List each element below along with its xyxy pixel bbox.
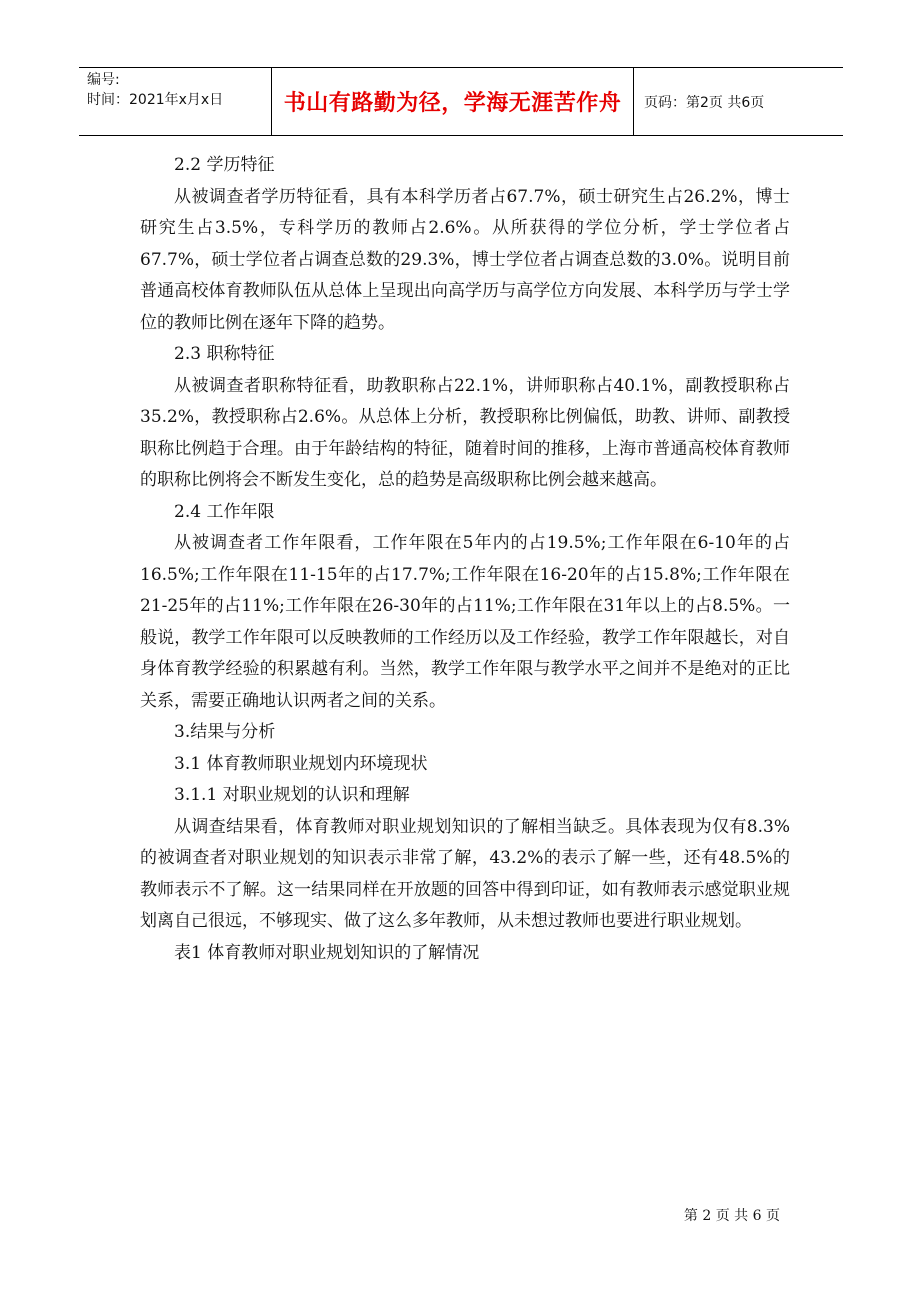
paragraph-title: 从被调查者职称特征看，助教职称占22.1%，讲师职称占40.1%，副教授职称占35.2%，教授职称占2.6%。从总体上分析，教授职称比例偏低，助教、讲师、副教授职称比例趋于合理。由于年龄结构的特征，随着时间的推移，上海市普通高校体育教师的职称比例将会不断发生变化，总的趋势是高级职称比例会越来越高。 [140,375,790,490]
header-meta [79,68,272,135]
section-heading-inner-environment: 3.1 体育教师职业规划内环境现状 [174,753,428,774]
paragraph-work-years: 从被调查者工作年限看，工作年限在5年内的占19.5%;工作年限在6-10年的占16.5%;工作年限在11-15年的占17.7%;工作年限在16-20年的占15.8%;工作年限在21-25年的占11%;工作年限在26-30年的占11%;工作年限在31年以上的占8.5%。一般说，教学工作年限可以反映教师的工作经历以及工作经验，教学工作年限越长，对自身体育教学经验的积累越有利。当然，教学工作年限与教学水平之间并不是绝对的正比关系，需要正确地认识两者之间的关系。 [140,533,790,711]
header-page-number: 页码：第2页 共6页 [644,94,765,111]
paragraph-understanding: 从调查结果看，体育教师对职业规划知识的了解相当缺乏。具体表现为仅有8.3%的被调查者对职业规划的知识表示非常了解，43.2%的表示了解一些，还有48.5%的教师表示不了解。这一结果同样在开放题的回答中得到印证，如有教师表示感觉职业规划离自己很远，不够现实、做了这么多年教师，从未想过教师也要进行职业规划。 [140,816,790,931]
table-caption: 表1 体育教师对职业规划知识的了解情况 [174,942,480,963]
page-footer: 第 2 页 共 6 页 [683,1208,780,1224]
document-time-label: 时间：2021年x月x日 [87,92,224,108]
document-number-label: 编号: [87,72,120,88]
section-heading-results: 3.结果与分析 [174,722,276,742]
document-body [140,150,790,969]
section-heading-title: 2.3 职称特征 [174,344,275,364]
page-header [79,67,843,136]
header-motto: 书山有路勤为径，学海无涯苦作舟 [272,68,634,135]
section-heading-work-years: 2.4 工作年限 [174,501,275,522]
paragraph-education: 从被调查者学历特征看，具有本科学历者占67.7%，硕士研究生占26.2%，博士研究生占3.5%，专科学历的教师占2.6%。从所获得的学位分析，学士学位者占67.7%，硕士学位者占调查总数的29.3%，博士学位者占调查总数的3.0%。说明目前普通高校体育教师队伍从总体上呈现出向高学历与高学位方向发展、本科学历与学士学位的教师比例在逐年下降的趋势。 [140,186,790,333]
section-heading-understanding: 3.1.1 对职业规划的认识和理解 [174,785,410,805]
section-heading-education: 2.2 学历特征 [174,155,275,175]
